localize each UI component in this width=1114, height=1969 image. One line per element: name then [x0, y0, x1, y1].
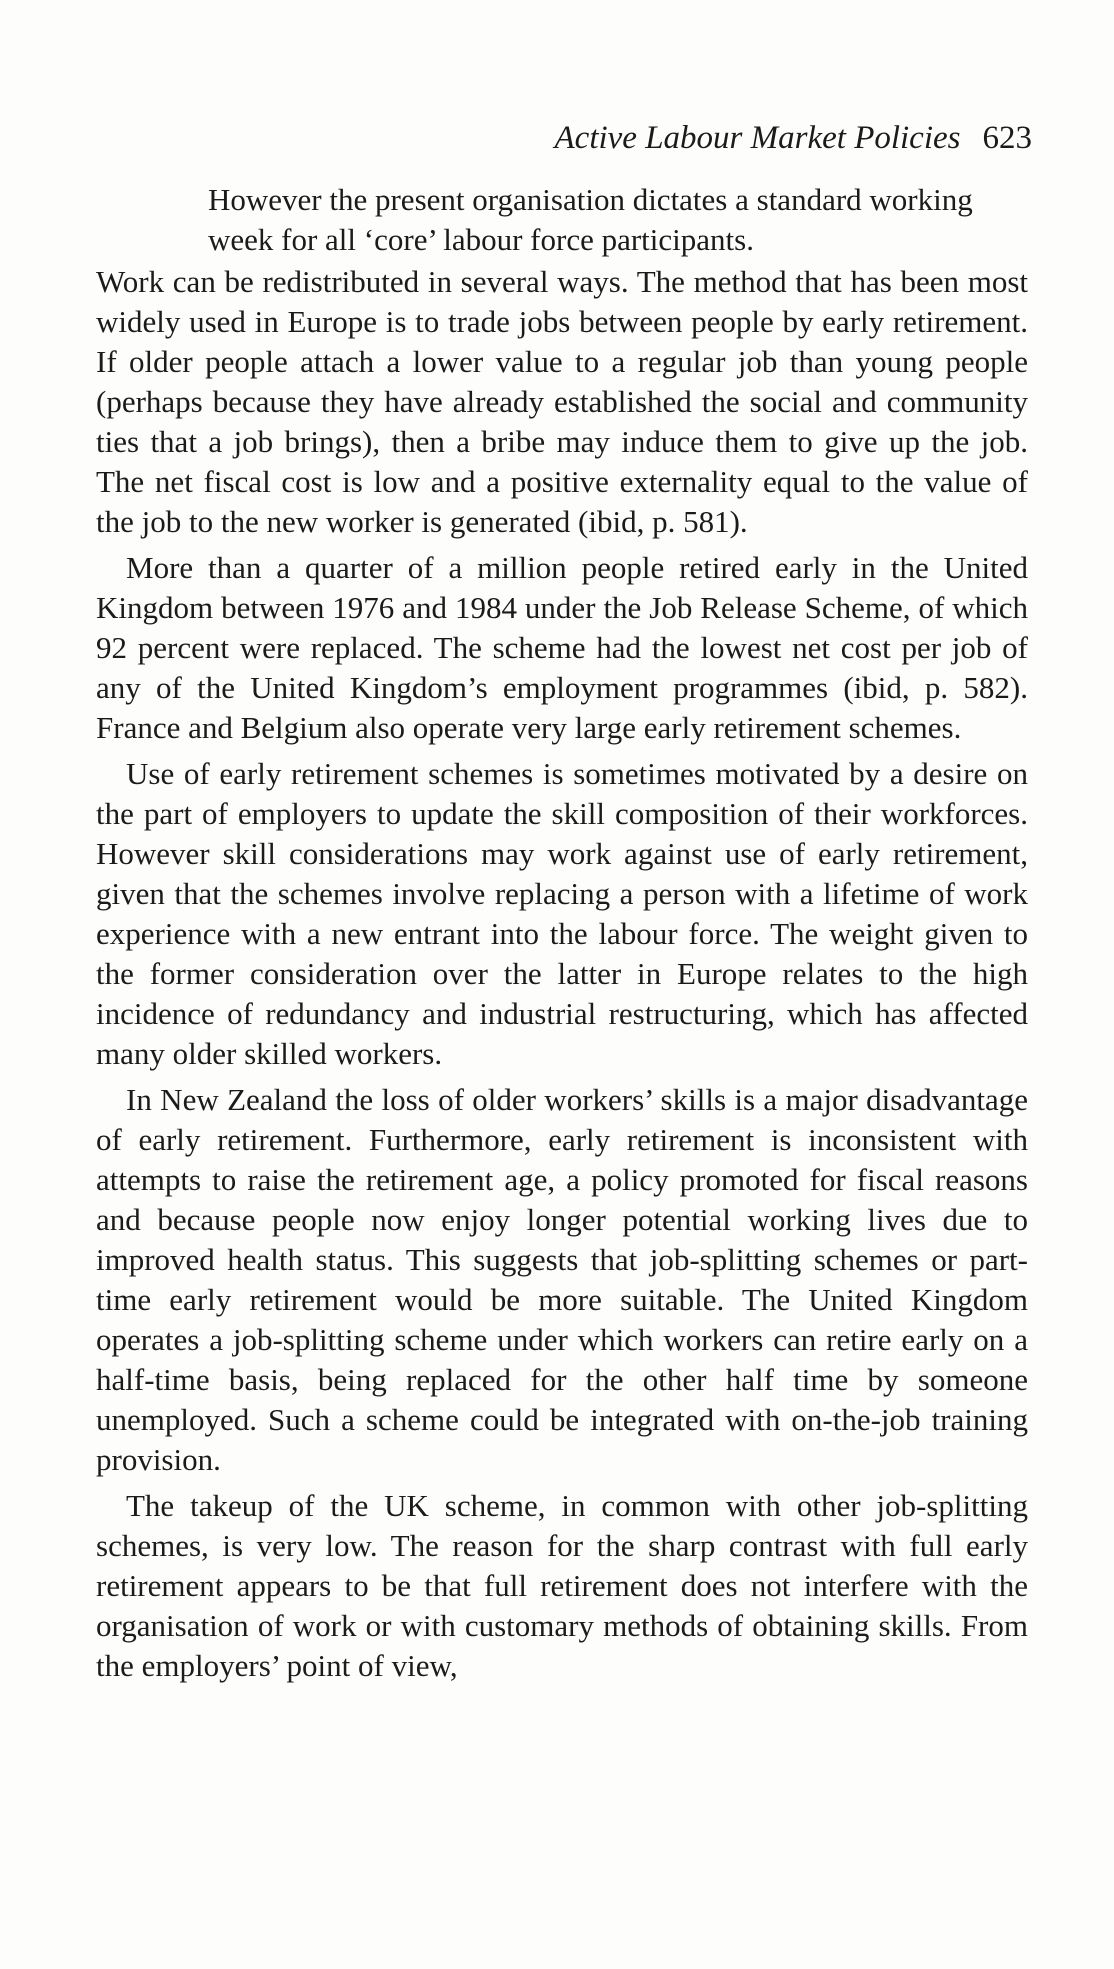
block-quote: However the present organisation dictates a standard working week for all ‘core’ labour force participants.: [208, 182, 973, 257]
running-header: [555, 118, 1032, 158]
paragraph: More than a quarter of a million people retired early in the United Kingdom between 1976 and 1984 under the Job Release Scheme, of which 92 percent were replaced. The scheme had the lowest net cost per job of any of the United Kingdom’s employment programmes (ibid, p. 582). France and Belgium also operate very large early retirement schemes.: [96, 550, 1028, 745]
paragraph: The takeup of the UK scheme, in common with other job-splitting schemes, is very low. The reason for the sharp contrast with full early retirement appears to be that full retirement does not interfere with the organisation of work or with customary methods of obtaining skills. From the employers’ point of view,: [96, 1488, 1028, 1683]
body-text: [96, 180, 1028, 1686]
paragraph: Use of early retirement schemes is sometimes motivated by a desire on the part of employers to update the skill composition of their workforces. However skill considerations may work against use of early retirement, given that the schemes involve replacing a person with a lifetime of work experience with a new entrant into the labour force. The weight given to the former consideration over the latter in Europe relates to the high incidence of redundancy and industrial restructuring, which has affected many older skilled workers.: [96, 756, 1028, 1071]
page-number: 623: [982, 120, 1032, 156]
paragraph: In New Zealand the loss of older workers’ skills is a major disadvantage of early retirement. Furthermore, early retirement is inconsistent with attempts to raise the retirement age, a policy promoted for fiscal reasons and because people now enjoy longer potential working lives due to improved health status. This suggests that job-splitting schemes or part-time early retirement would be more suitable. The United Kingdom operates a job-splitting scheme under which workers can retire early on a half-time basis, being replaced for the other half time by someone unemployed. Such a scheme could be integrated with on-the-job training provision.: [96, 1082, 1028, 1477]
running-title: Active Labour Market Policies: [554, 120, 961, 156]
paragraph: Work can be redistributed in several ways. The method that has been most widely used in Europe is to trade jobs between people by early retirement. If older people attach a lower value to a regular job than young people (perhaps because they have already established the social and community ties that a job brings), then a bribe may induce them to give up the job. The net fiscal cost is low and a positive externality equal to the value of the job to the new worker is generated (ibid, p. 581).: [96, 264, 1028, 539]
